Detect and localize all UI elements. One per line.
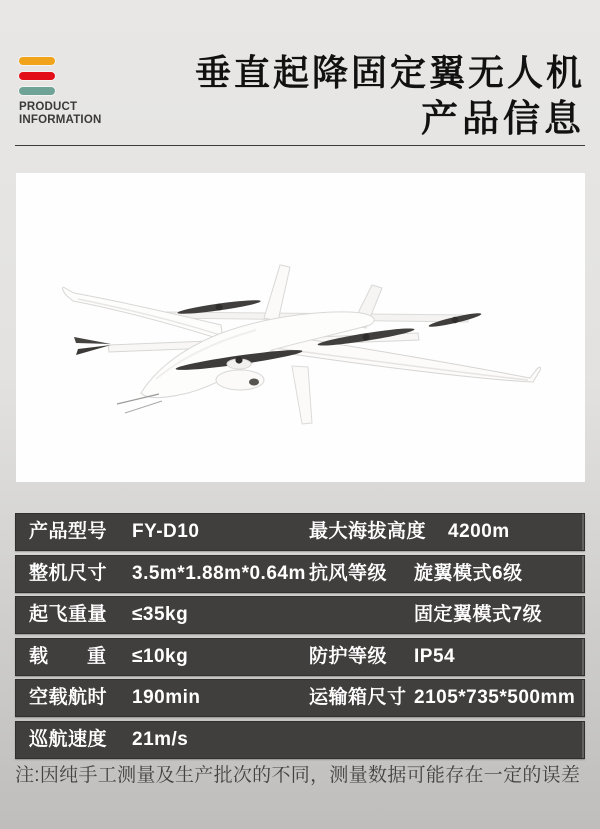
spec-value-max-altitude: 4200m bbox=[448, 521, 510, 542]
spec-value-endurance: 190min bbox=[132, 687, 201, 708]
logo-caption-line1: PRODUCT bbox=[19, 101, 78, 113]
spec-label-payload: 载重 bbox=[29, 645, 106, 667]
spec-value-model: FY-D10 bbox=[132, 521, 200, 542]
page-title-line2: 产品信息 bbox=[421, 98, 585, 139]
spec-value-dimensions: 3.5m*1.88m*0.64m bbox=[132, 562, 306, 584]
spec-value-takeoff-weight: ≤35kg bbox=[132, 604, 189, 625]
measurement-disclaimer: 注:因纯手工测量及生产批次的不同，测量数据可能存在一定的误差 bbox=[15, 765, 581, 786]
spec-value-payload: ≤10kg bbox=[132, 645, 189, 667]
spec-label-takeoff-weight: 起飞重量 bbox=[29, 604, 108, 625]
spec-row-payload-ip bbox=[15, 638, 585, 676]
spec-row-model-altitude bbox=[15, 513, 585, 551]
spec-label-max-altitude: 最大海拔高度 bbox=[309, 521, 427, 542]
spec-label-model: 产品型号 bbox=[29, 521, 108, 542]
spec-row-takeoff-weight bbox=[15, 596, 585, 634]
page-title bbox=[25, 50, 585, 142]
spec-table bbox=[15, 513, 585, 762]
spec-label-protection: 防护等级 bbox=[309, 645, 388, 667]
spec-label-endurance: 空载航时 bbox=[29, 687, 108, 708]
header-divider bbox=[15, 145, 585, 146]
spec-value-wind-fixedwing: 固定翼模式7级 bbox=[414, 604, 543, 625]
spec-value-case-size: 2105*735*500mm bbox=[414, 687, 576, 708]
spec-value-protection: IP54 bbox=[414, 645, 456, 667]
spec-row-endurance-case bbox=[15, 679, 585, 717]
drone-illustration bbox=[16, 173, 585, 482]
spec-row-size-wind bbox=[15, 555, 585, 593]
spec-label-wind-rating: 抗风等级 bbox=[309, 562, 388, 584]
logo-caption-line2: INFORMATION bbox=[19, 114, 102, 126]
spec-label-dimensions: 整机尺寸 bbox=[29, 562, 108, 584]
page-title-line1: 垂直起降固定翼无人机 bbox=[194, 52, 585, 93]
spec-value-cruise-speed: 21m/s bbox=[132, 728, 189, 750]
product-image-panel bbox=[16, 173, 585, 482]
spec-row-cruise-speed bbox=[15, 721, 585, 759]
spec-label-case-size: 运输箱尺寸 bbox=[309, 687, 407, 708]
spec-label-cruise-speed: 巡航速度 bbox=[29, 728, 108, 750]
spec-value-wind-rotor: 旋翼模式6级 bbox=[414, 562, 523, 584]
